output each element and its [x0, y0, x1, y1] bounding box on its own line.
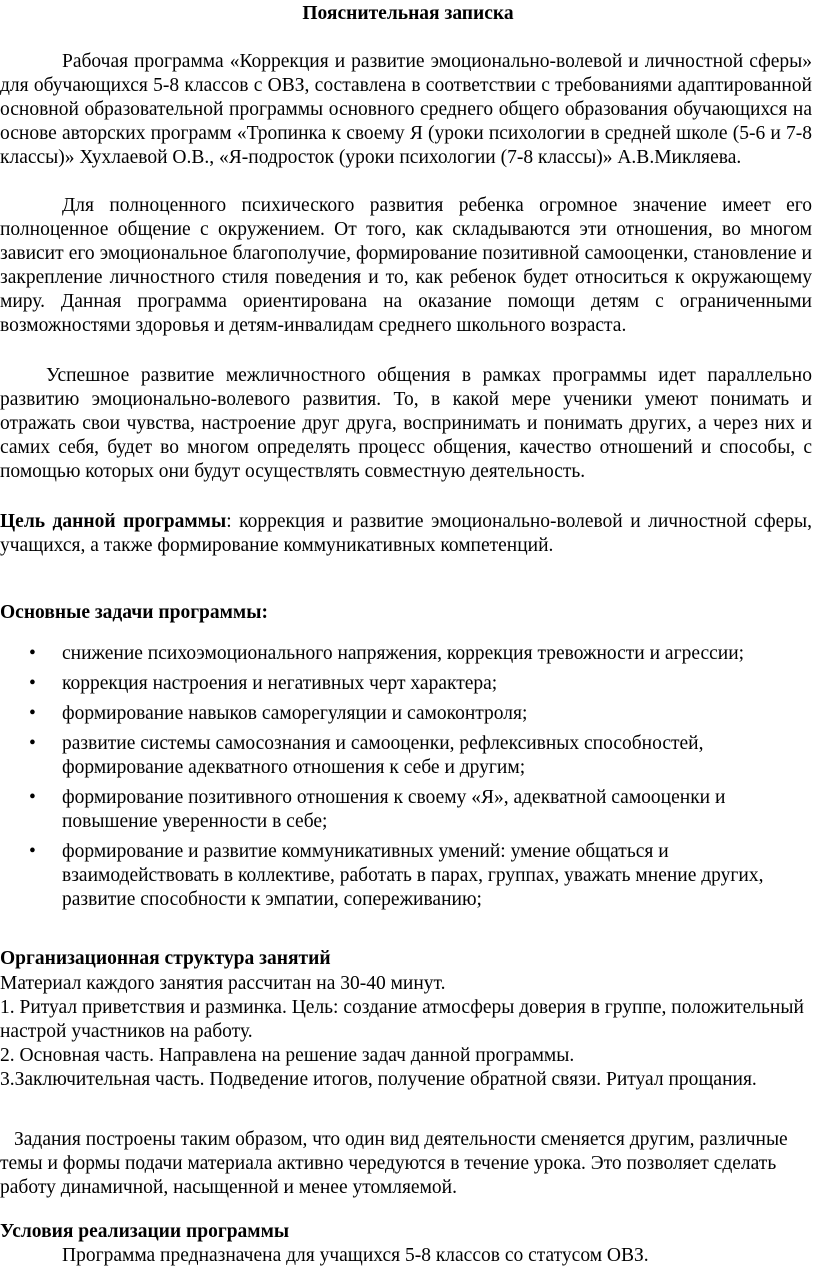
list-item — [0, 672, 800, 696]
task-text: развитие системы самосознания и самооценки, рефлексивных способностей, формирование адекватного отношения к себе и другим; — [62, 733, 704, 778]
intro-paragraph-1: Рабочая программа «Коррекция и развитие эмоционально-волевой и личностной сферы» для обучающихся 5-8 классов с ОВЗ, составлена в соответствии с требованиями адаптированной основной образовательной программы основного среднего общего образования обучающихся на основе авторских программ «Тропинка к своему Я (уроки психологии в средней школе (5-6 и 7-8 классы)» Хухлаевой О.В., «Я-подросток (уроки психологии (7-8 классы)» А.В.Микляева. — [0, 51, 812, 168]
task-text: снижение психоэмоционального напряжения, коррекция тревожности и агрессии; — [62, 643, 745, 664]
task-text: формирование и развитие коммуникативных умений: умение общаться и взаимодействовать в коллективе, работать в парах, группах, уважать мнение других, развитие способности к эмпатии, сопереживанию; — [62, 841, 764, 910]
org-line: 2. Основная часть. Направлена на решение задач данной программы. — [0, 1045, 575, 1066]
bullet-icon: • — [29, 643, 36, 664]
org-line: 1. Ритуал приветствия и разминка. Цель: создание атмосферы доверия в группе, положительный настрой участников на работу. — [0, 997, 804, 1042]
list-item — [0, 702, 800, 726]
org-line: Материал каждого занятия рассчитан на 30-40 минут. — [0, 973, 446, 994]
task-text: формирование позитивного отношения к своему «Я», адекватной самооценки и повышение уверенности в себе; — [62, 787, 726, 832]
intro-paragraph-3: Успешное развитие межличностного общения в рамках программы идет параллельно развитию эмоционально-волевого развития. То, в какой мере ученики умеют понимать и отражать свои чувства, настроение друг друга, воспринимать и понимать других, а через них и самих себя, будет во многом определять процесс общения, качество отношений и способы, с помощью которых они будут осуществлять совместную деятельность. — [0, 365, 812, 482]
goal-text: : коррекция и развитие эмоционально-волевой и личностной сферы, учащихся, а также формирование коммуникативных компетенций. — [0, 511, 812, 556]
bullet-icon: • — [29, 703, 36, 724]
conditions-text: Программа предназначена для учащихся 5-8 классов со статусом ОВЗ. — [62, 1245, 649, 1266]
tasks-heading: Основные задачи программы: — [0, 602, 268, 623]
intro-paragraph-2: Для полноценного психического развития ребенка огромное значение имеет его полноценное общение с окружением. От того, как складываются эти отношения, во многом зависит его эмоциональное благополучие, формирование позитивной самооценки, становление и закрепление личностного стиля поведения и то, как ребенок будет относиться к окружающему миру. Данная программа ориентирована на оказание помощи детям с ограниченными возможностями здоровья и детям-инвалидам среднего школьного возраста. — [0, 195, 812, 336]
conditions-heading: Условия реализации программы — [0, 1221, 290, 1242]
tasks-list — [0, 642, 800, 918]
org-line: 3.Заключительная часть. Подведение итогов, получение обратной связи. Ритуал прощания. — [0, 1069, 757, 1090]
list-item — [0, 732, 800, 780]
org-heading: Организационная структура занятий — [0, 948, 331, 969]
document-title: Пояснительная записка — [302, 3, 514, 24]
org-tail-paragraph: Задания построены таким образом, что один вид деятельности сменяется другим, различные темы и формы подачи материала активно чередуются в течение урока. Это позволяет сделать работу динамичной, насыщенной и менее утомляемой. — [0, 1129, 788, 1198]
bullet-icon: • — [29, 733, 36, 754]
bullet-icon: • — [29, 787, 36, 808]
goal-paragraph — [0, 510, 812, 558]
goal-label: Цель данной программы — [0, 511, 227, 532]
task-text: коррекция настроения и негативных черт характера; — [62, 673, 498, 694]
list-item — [0, 786, 800, 834]
bullet-icon: • — [29, 673, 36, 694]
task-text: формирование навыков саморегуляции и самоконтроля; — [62, 703, 528, 724]
org-lines — [0, 972, 812, 1092]
list-item — [0, 642, 800, 666]
list-item — [0, 840, 800, 912]
bullet-icon: • — [29, 841, 36, 862]
